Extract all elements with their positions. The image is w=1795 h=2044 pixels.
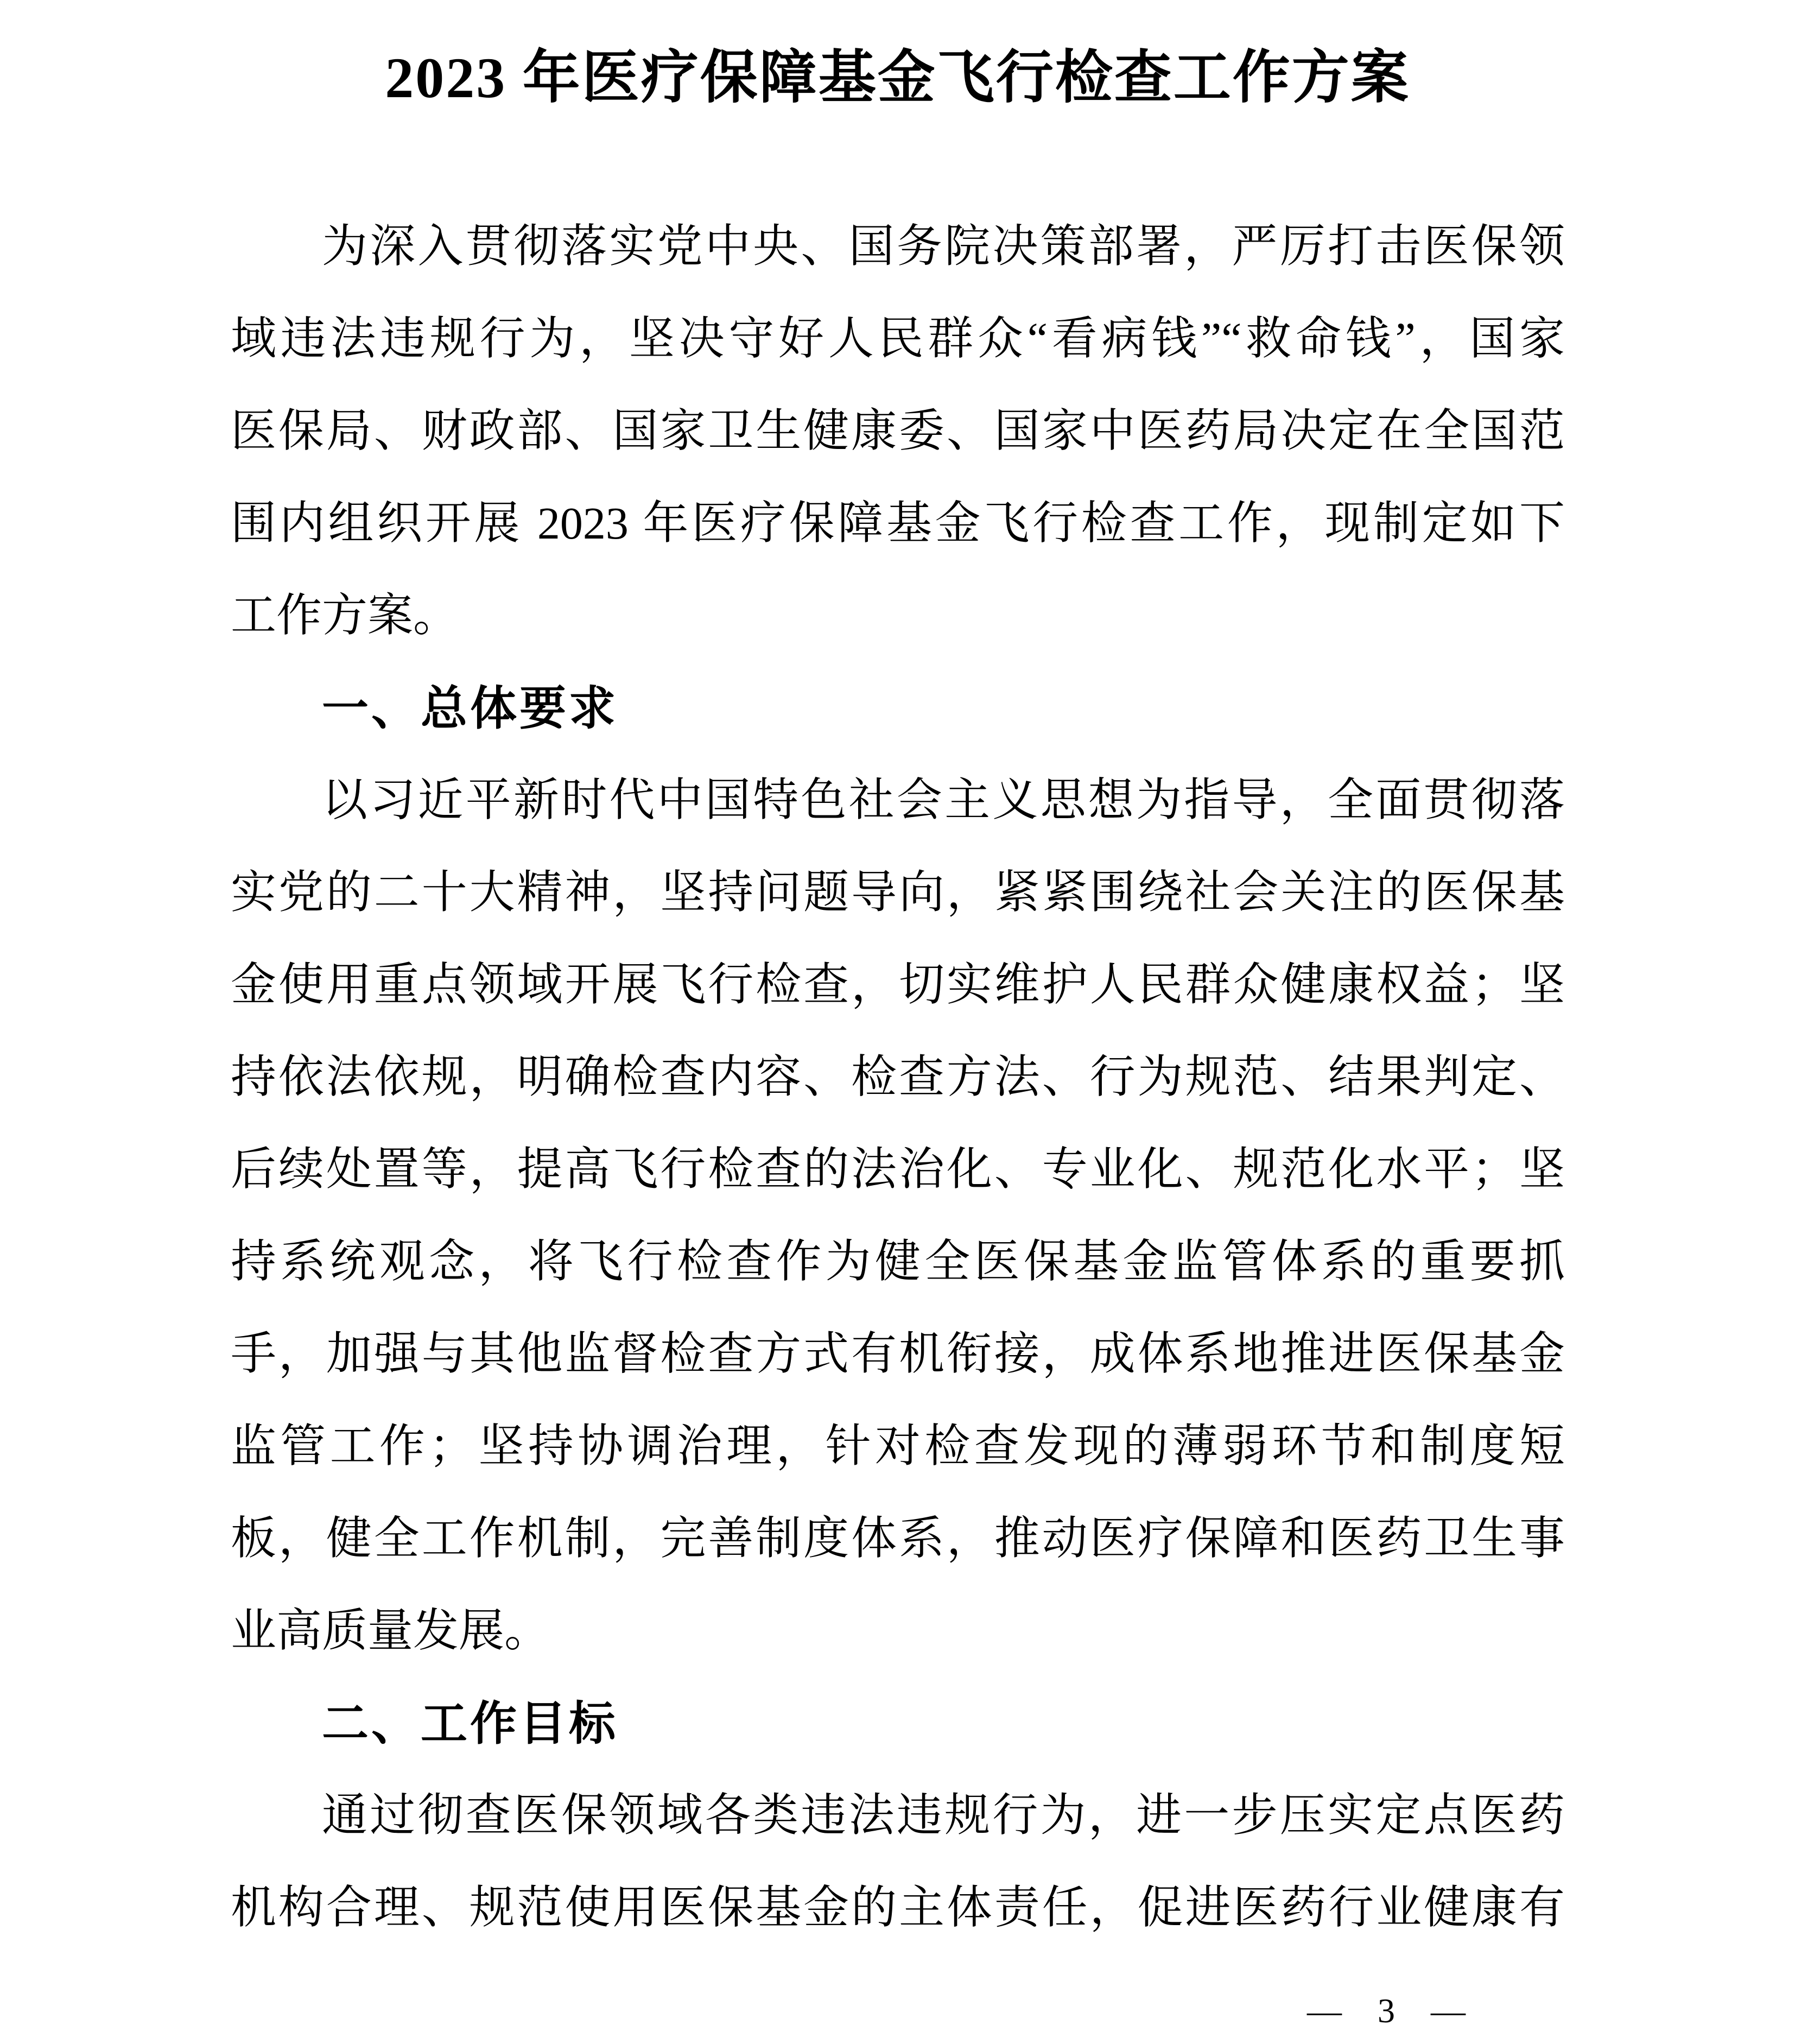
- text-line: 板，健全工作机制，完善制度体系，推动医疗保障和医药卫生事: [231, 1514, 1565, 1564]
- section-heading: 一、总体要求: [322, 682, 618, 735]
- text-line: 实党的二十大精神，坚持问题导向，紧紧围绕社会关注的医保基: [231, 868, 1565, 918]
- text-line: 为深入贯彻落实党中央、国务院决策部署，严厉打击医保领: [322, 222, 1565, 272]
- text-line: 手，加强与其他监督检查方式有机衔接，成体系地推进医保基金: [231, 1329, 1565, 1379]
- text-line: 医保局、财政部、国家卫生健康委、国家中医药局决定在全国范: [231, 406, 1565, 457]
- text-line: 金使用重点领域开展飞行检查，切实维护人民群众健康权益；坚: [231, 960, 1565, 1010]
- text-line: 后续处置等，提高飞行检查的法治化、专业化、规范化水平；坚: [231, 1144, 1565, 1195]
- document-title: 2023 年医疗保障基金飞行检查工作方案: [385, 46, 1410, 110]
- text-line: 监管工作；坚持协调治理，针对检查发现的薄弱环节和制度短: [231, 1421, 1565, 1472]
- text-line: 通过彻查医保领域各类违法违规行为，进一步压实定点医药: [322, 1790, 1565, 1841]
- text-line: 机构合理、规范使用医保基金的主体责任，促进医药行业健康有: [231, 1883, 1565, 1933]
- document-body: [231, 201, 1565, 1954]
- text-line: 业高质量发展。: [231, 1606, 550, 1656]
- section-heading: 二、工作目标: [322, 1698, 618, 1750]
- text-line: 持依法依规，明确检查内容、检查方法、行为规范、结果判定、: [231, 1052, 1565, 1103]
- text-line: 围内组织开展 2023 年医疗保障基金飞行检查工作，现制定如下: [231, 498, 1565, 549]
- text-line: 持系统观念，将飞行检查作为健全医保基金监管体系的重要抓: [231, 1237, 1565, 1287]
- text-line: 域违法违规行为，坚决守好人民群众“看病钱”“救命钱”，国家: [231, 314, 1565, 364]
- text-line: 以习近平新时代中国特色社会主义思想为指导，全面贯彻落: [322, 775, 1565, 826]
- page-number: — 3 —: [1307, 1991, 1471, 2030]
- text-line: 工作方案。: [231, 591, 459, 641]
